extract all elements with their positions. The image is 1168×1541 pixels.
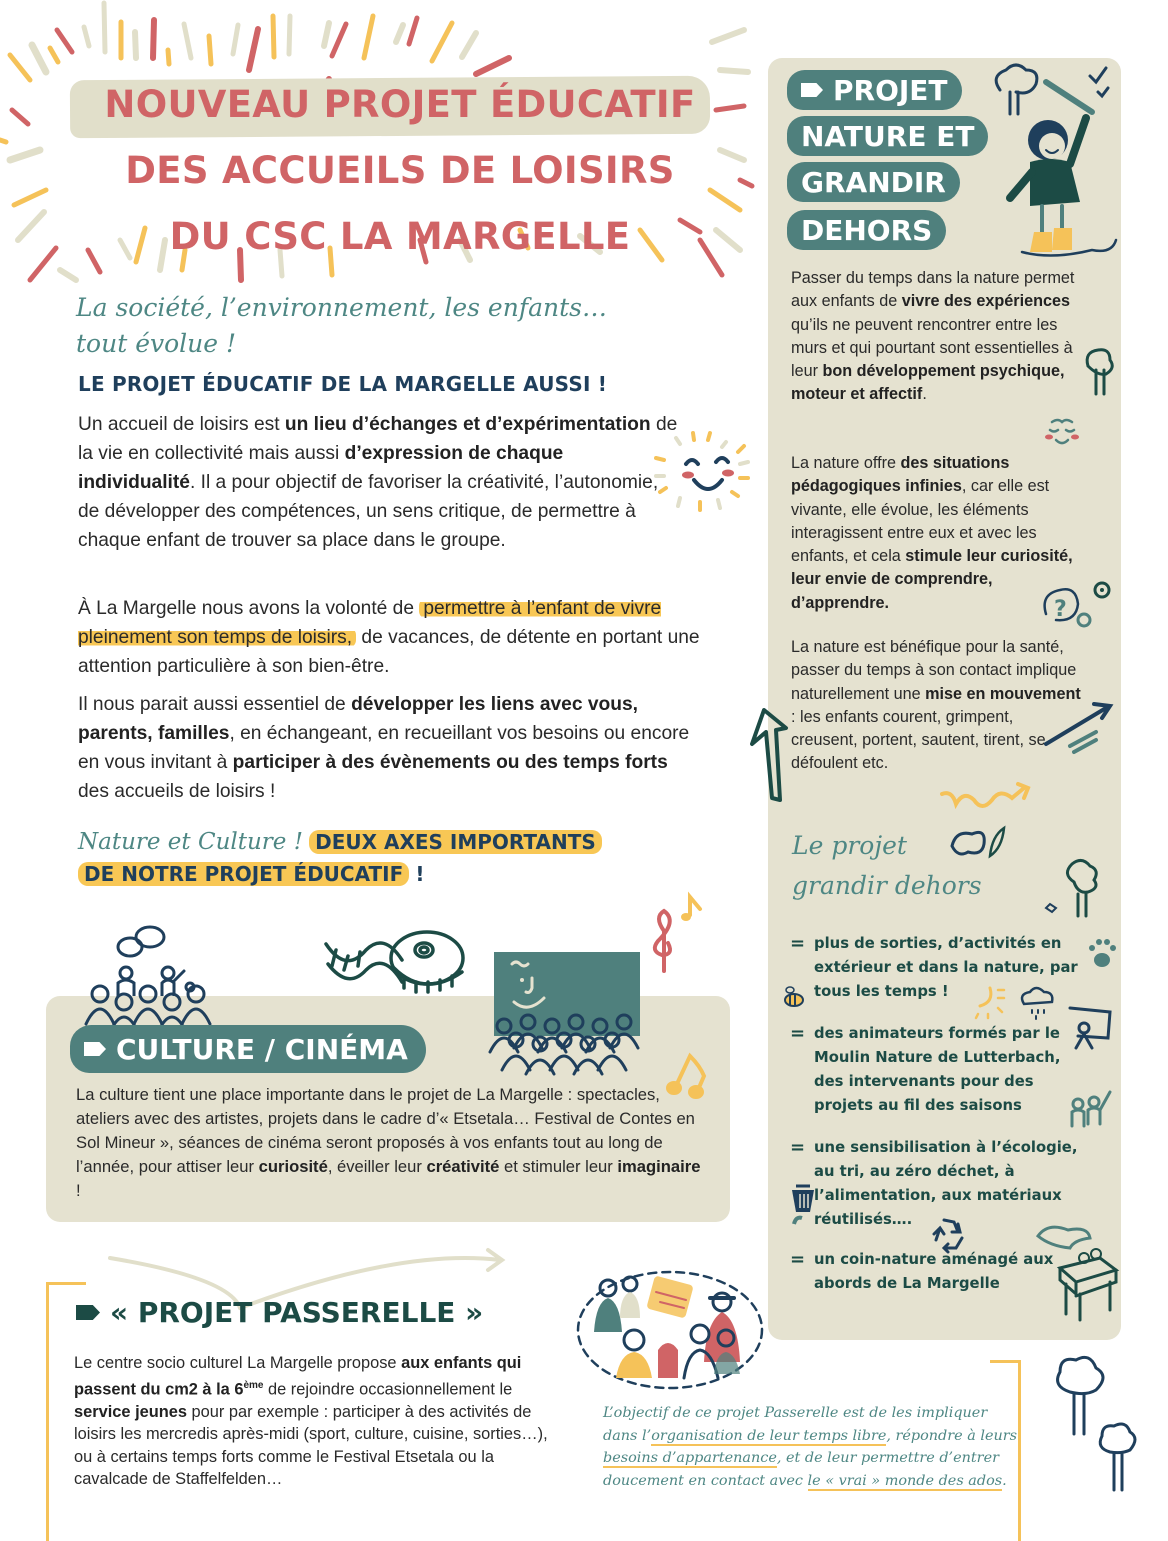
nature-paragraph-1: Passer du temps dans la nature permet aux enfants de vivre des expériences qu’ils ne peuvent rencontrer entre les murs et qui pourtant sont essentielles à leur bon développement psychique, moteur et affectif. xyxy=(791,269,1075,404)
music-notes-icon xyxy=(650,895,720,985)
grandir-item-3: = une sensibilisation à l’écologie, au tri, au zéro déchet, à l’alimentation, aux matériaux réutilisés…. xyxy=(790,1137,1078,1228)
intro-script-tagline xyxy=(76,290,696,362)
passerelle-frame-top xyxy=(46,1282,86,1285)
equals-bullet-icon: = xyxy=(790,1137,806,1158)
bee-icon xyxy=(780,984,806,1010)
intro-paragraph-3: Il nous parait aussi essentiel de développer les liens avec vous, parents, familles, en échangeant, en recueillant vos besoins ou encore en vous invitant à participer à des évènements ou des temps forts des accueils de loisirs ! xyxy=(78,694,690,802)
tree-and-face-doodles xyxy=(1082,344,1122,454)
recycle-icon xyxy=(930,1214,970,1254)
trash-bin-icon xyxy=(788,1180,818,1226)
title-line-1: NOUVEAU PROJET ÉDUCATIF xyxy=(104,83,696,126)
grandir-item-2: = des animateurs formés par le Moulin Nature de Lutterbach, des intervenants pour des projets au fil des saisons xyxy=(790,1023,1061,1114)
grandir-title-line-1: Le projet xyxy=(792,831,907,860)
paw-print-icon xyxy=(1084,934,1120,974)
tagline-line-2: tout évolue ! xyxy=(76,329,237,358)
equals-bullet-icon: = xyxy=(790,1023,806,1044)
up-arrow-doodle xyxy=(746,694,786,804)
child-in-boots-illustration xyxy=(986,62,1121,267)
question-gears-doodle xyxy=(1040,574,1120,634)
nature-label-line-1: PROJET xyxy=(787,70,962,110)
equals-bullet-icon: = xyxy=(790,1249,806,1270)
quote-frame-top xyxy=(990,1360,1020,1363)
axes-highlight-line-1: DEUX AXES IMPORTANTS xyxy=(309,830,602,854)
intro-paragraph-1: Un accueil de loisirs est un lieu d’échanges et d’expérimentation de la vie en collectivité mais aussi d’expression de chaque individualité. Il a pour objectif de favoriser la créativité, l’autonomie, de développer des compétences, un sens critique, de permettre à chaque enfant de trouver sa place dans le groupe. xyxy=(78,414,678,551)
tree-doodle xyxy=(1040,856,1120,922)
two-axes-statement: Nature et Culture ! DEUX AXES IMPORTANTS DE NOTRE PROJET ÉDUCATIF ! xyxy=(78,826,718,890)
passerelle-objective-quote: L’objectif de ce projet Passerelle est de les impliquer dans l’organisation de leur temps libre, répondre à leurs besoins d’appartenance, et de leur permettre d’entrer doucement en contact avec le « vrai » monde des ados. xyxy=(603,1405,1018,1489)
film-reel-illustration xyxy=(322,928,472,1004)
grandir-title-line-2: grandir dehors xyxy=(792,871,982,900)
smiling-sun-icon xyxy=(648,428,758,518)
trees-illustration xyxy=(1040,1352,1150,1512)
title-line-3: DU CSC LA MARGELLE xyxy=(169,215,631,258)
passerelle-paragraph: Le centre socio culturel La Margelle propose aux enfants qui passent du cm2 à la 6ème de rejoindre occasionnellement le service jeunes pour par exemple : participer à des activités de loisirs les mercredis après-midi (sport, culture, cuisine, sorties…), ou à certains temps forts comme le Festival Etsetala ou la cavalcade de Staffelfelden… xyxy=(74,1354,548,1489)
grandir-item-1: = plus de sorties, d’activités en extérieur et dans la nature, par tous les temps ! xyxy=(790,933,1078,1000)
title-line-2: DES ACCUEILS DE LOISIRS xyxy=(125,149,675,192)
teacher-board-icon xyxy=(1066,1004,1116,1050)
tagline-line-1: La société, l’environnement, les enfants… xyxy=(76,293,607,322)
children-cheering-icon xyxy=(1068,1088,1118,1128)
intro-heading: LE PROJET ÉDUCATIF DE LA MARGELLE AUSSI ! xyxy=(78,372,608,396)
grandir-item-4: = un coin-nature aménagé aux abords de La Margelle xyxy=(790,1249,1054,1292)
garden-bed-illustration xyxy=(1030,1222,1120,1332)
passerelle-title: « PROJET PASSERELLE » xyxy=(76,1296,483,1329)
culture-paragraph: La culture tient une place importante dans le projet de La Margelle : spectacles, ateliers avec des artistes, projets dans le cadre d’« Etsetala… Festival de Contes en Sol Mineur », séances de cinéma seront proposés à vos enfants tout au long de l’année, pour attiser leur curiosité, éveiller leur créativité et stimuler leur imaginaire ! xyxy=(76,1085,701,1200)
svg-text:?: ? xyxy=(1054,597,1067,622)
highlighted-text: permettre à l’enfant de vivre pleinement son temps de loisirs, xyxy=(78,598,662,648)
equals-bullet-icon: = xyxy=(790,933,806,954)
axes-highlight-line-2: DE NOTRE PROJET ÉDUCATIF xyxy=(78,862,409,886)
axes-script-label: Nature et Culture ! xyxy=(78,829,303,855)
nature-paragraph-2: La nature offre des situations pédagogiques infinies, car elle est vivante, elle évolue, les éléments interagissent entre eux et avec les enfants, et cela stimule leur curiosité, leur envie de comprendre, d’apprendre. xyxy=(791,454,1073,612)
squiggle-arrow-doodle xyxy=(938,780,1048,820)
tag-arrow-icon xyxy=(84,1042,106,1056)
tag-arrow-icon xyxy=(801,83,823,97)
nature-label-line-2: NATURE ET xyxy=(787,116,988,156)
motion-arrow-doodle xyxy=(1040,696,1120,756)
nature-label-line-4: DEHORS xyxy=(787,210,946,250)
cinema-screen-audience-illustration xyxy=(484,950,644,1074)
nature-label-line-3: GRANDIR xyxy=(787,162,960,202)
leaf-icon xyxy=(944,822,1004,862)
passerelle-frame-left xyxy=(46,1282,49,1541)
culture-cinema-label: CULTURE / CINÉMA xyxy=(70,1025,426,1073)
group-of-teens-illustration xyxy=(570,1262,770,1392)
tag-arrow-icon xyxy=(76,1305,100,1320)
intro-paragraph-2: À La Margelle nous avons la volonté de permettre à l’enfant de vivre pleinement son temps de loisirs, de vacances, de détente en portant une attention particulière à son bien-être. xyxy=(78,598,700,677)
weather-sun-rain-icon xyxy=(970,984,1060,1024)
page-title xyxy=(60,72,740,270)
nature-paragraph-3: La nature est bénéfique pour la santé, passer du temps à son contact implique naturellement une mise en mouvement : les enfants courent, grimpent, creusent, portent, sautent, tirent, se défoulent etc. xyxy=(791,638,1081,773)
